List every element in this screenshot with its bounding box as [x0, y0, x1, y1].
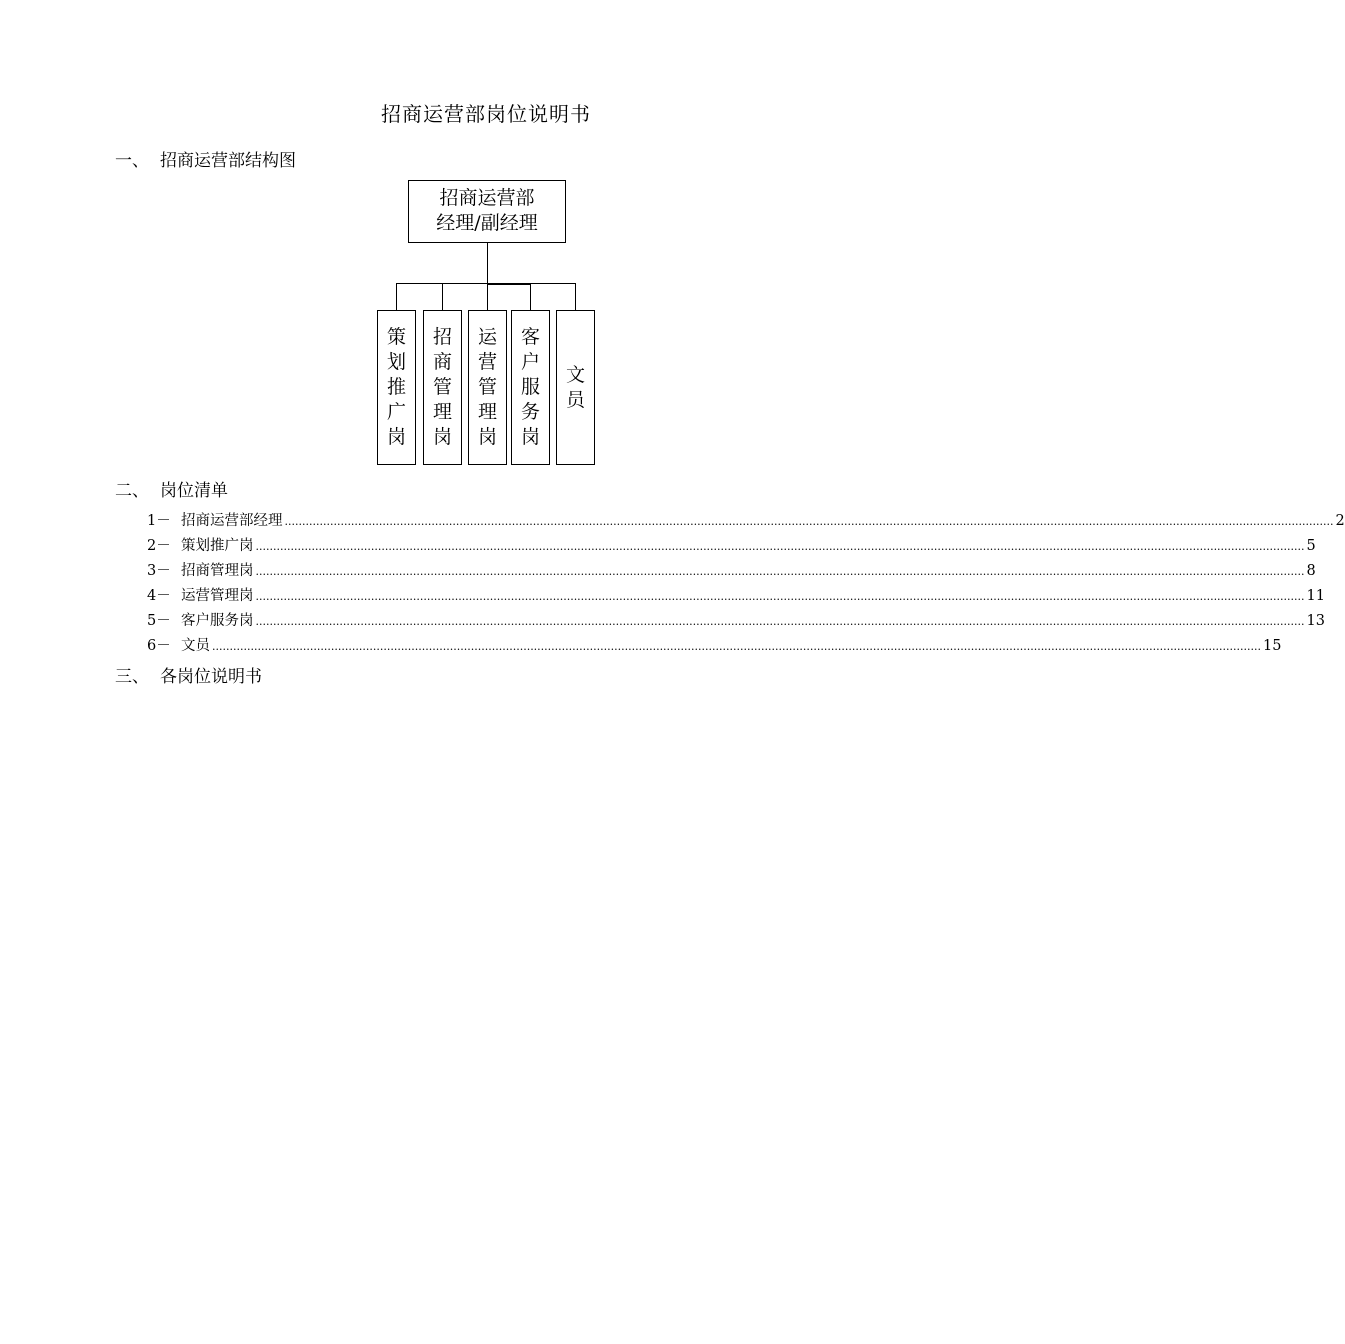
org-chart-box-char: 员	[565, 388, 585, 411]
org-chart-box-char: 务	[520, 401, 540, 423]
connector-drop-2	[442, 283, 443, 310]
org-chart-box-char: 策	[386, 326, 406, 348]
connector-drop-1	[396, 283, 397, 310]
connector-horizontal-thick	[487, 283, 531, 285]
section-number: 三、	[115, 667, 149, 687]
toc-label: 策划推广岗	[181, 538, 254, 554]
org-chart-box-char: 招	[432, 326, 452, 348]
toc-label: 文员	[181, 638, 210, 654]
org-chart-box-char: 营	[477, 351, 497, 373]
toc-page-number: 5	[1306, 538, 1316, 554]
toc-entry[interactable]	[147, 584, 1325, 604]
toc-label: 客户服务岗	[181, 613, 254, 629]
org-chart-box-char: 岗	[432, 426, 452, 448]
connector-drop-3	[487, 283, 488, 310]
toc-index: 5－	[147, 613, 171, 629]
section-heading-positions	[115, 476, 228, 501]
toc-page-number: 8	[1306, 563, 1316, 579]
org-chart-top-line2: 经理/副经理	[436, 212, 538, 234]
org-chart-box-char: 文	[565, 363, 585, 386]
org-chart-box-char: 理	[432, 401, 452, 423]
section-heading-descriptions	[115, 662, 262, 687]
toc-page-number: 11	[1306, 588, 1325, 604]
org-chart-box-clerk	[556, 310, 595, 465]
toc-entry[interactable]	[147, 534, 1316, 554]
connector-horizontal	[396, 283, 576, 284]
org-chart-box-operations	[468, 310, 507, 465]
toc-page-number: 15	[1262, 638, 1282, 654]
section-heading-structure	[115, 146, 296, 171]
toc-entry[interactable]	[147, 559, 1316, 579]
toc-page-number: 2	[1335, 513, 1345, 529]
toc-index: 6－	[147, 638, 171, 654]
org-chart-box-char: 岗	[477, 426, 497, 448]
org-chart-box-customer-service	[511, 310, 550, 465]
toc-entry[interactable]	[147, 509, 1345, 529]
org-chart-top-box	[408, 180, 566, 243]
org-chart-box-char: 客	[520, 326, 540, 348]
toc-label: 运营管理岗	[181, 588, 254, 604]
org-chart-box-leasing	[423, 310, 462, 465]
section-label: 岗位清单	[160, 481, 228, 501]
toc-label: 招商运营部经理	[181, 513, 283, 529]
org-chart-box-char: 岗	[386, 426, 406, 448]
org-chart-top-line1: 招商运营部	[439, 187, 535, 209]
toc-index: 2－	[147, 538, 171, 554]
page-title: 招商运营部岗位说明书	[381, 102, 591, 126]
toc-index: 1－	[147, 513, 171, 529]
org-chart-box-planning	[377, 310, 416, 465]
org-chart-box-char: 商	[432, 351, 452, 373]
section-number: 二、	[115, 481, 149, 501]
org-chart-box-char: 户	[520, 351, 540, 373]
section-label: 各岗位说明书	[160, 667, 262, 687]
connector-vertical-main	[487, 243, 488, 284]
toc-entry[interactable]	[147, 609, 1325, 629]
org-chart-box-char: 理	[477, 401, 497, 423]
toc-leader-dots: ............................................................................................................................................................................................................................................................................................................	[255, 565, 1305, 578]
org-chart-box-char: 划	[386, 351, 406, 373]
toc-leader-dots: ............................................................................................................................................................................................................................................................................................................	[255, 590, 1305, 603]
org-chart-box-char: 推	[386, 376, 406, 398]
connector-drop-4	[530, 283, 531, 310]
toc-leader-dots: ............................................................................................................................................................................................................................................................................................................	[255, 540, 1305, 553]
toc-leader-dots: ............................................................................................................................................................................................................................................................................................................	[255, 615, 1305, 628]
org-chart-box-char: 运	[477, 326, 497, 348]
toc-label: 招商管理岗	[181, 563, 254, 579]
org-chart-box-char: 服	[520, 376, 540, 398]
section-number: 一、	[115, 151, 149, 171]
org-chart-box-char: 广	[386, 401, 406, 423]
toc-leader-dots: ............................................................................................................................................................................................................................................................................................................	[212, 640, 1261, 653]
connector-drop-5	[575, 283, 576, 310]
toc-index: 3－	[147, 563, 171, 579]
toc-entry[interactable]	[147, 634, 1282, 654]
toc-index: 4－	[147, 588, 171, 604]
toc-leader-dots: ............................................................................................................................................................................................................................................................................................................	[284, 515, 1334, 528]
section-label: 招商运营部结构图	[160, 151, 296, 171]
org-chart-box-char: 管	[432, 376, 452, 398]
org-chart-box-char: 岗	[520, 426, 540, 448]
org-chart-box-char: 管	[477, 376, 497, 398]
toc-page-number: 13	[1306, 613, 1325, 629]
